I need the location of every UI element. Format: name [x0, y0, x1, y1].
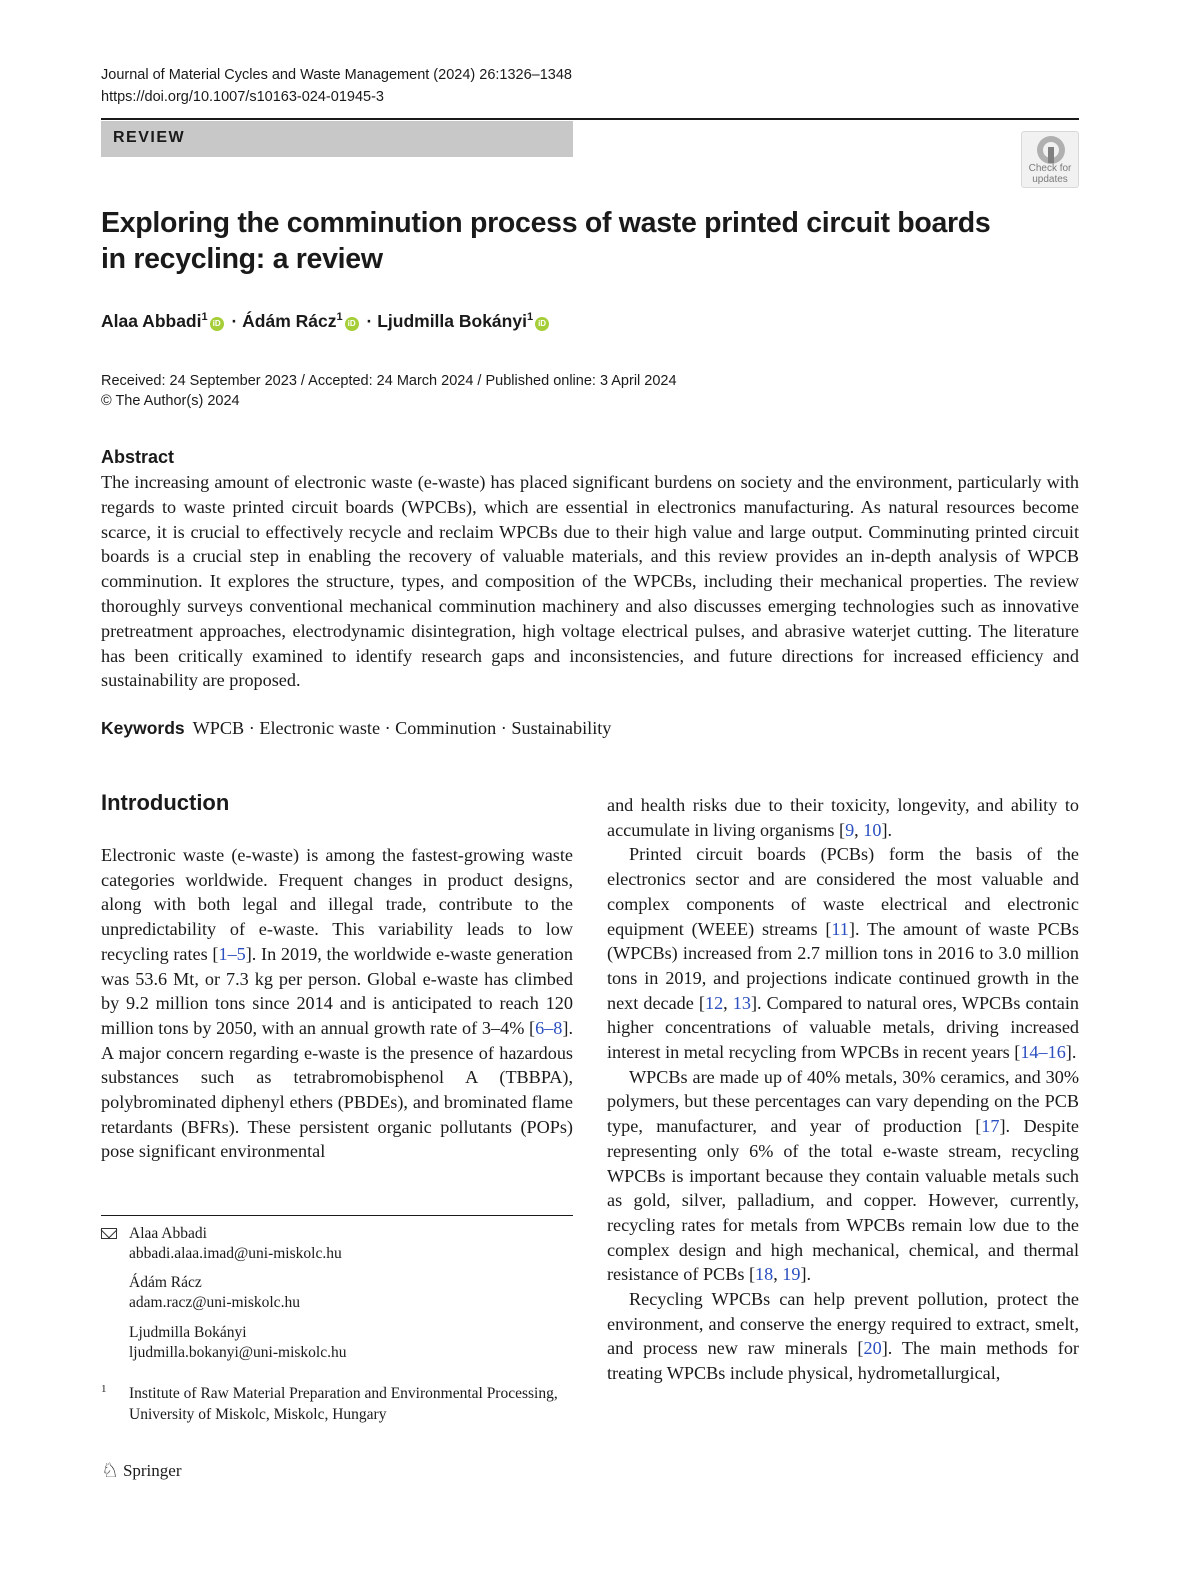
citation-link[interactable]: 18	[755, 1264, 774, 1285]
body-text: ].	[1065, 1042, 1077, 1063]
author-name[interactable]: Ádám Rácz	[242, 311, 337, 331]
contact-email[interactable]: abbadi.alaa.imad@uni-miskolc.hu	[129, 1245, 342, 1262]
citation-link[interactable]: 9	[845, 819, 855, 840]
body-text: and health risks due to their toxicity, longevity, and ability to accumulate in living organisms [	[607, 795, 1079, 840]
contact-email[interactable]: ljudmilla.bokanyi@uni-miskolc.hu	[129, 1344, 347, 1361]
footnote-rule	[101, 1215, 573, 1216]
body-text: Recycling WPCBs can help prevent pollution, protect the environment, and conserve the energy required to extract, smelt, and process new raw minerals [	[607, 1289, 1079, 1359]
body-column-left	[101, 843, 573, 1164]
contact-name: Alaa Abbadi	[129, 1225, 207, 1242]
citation-link[interactable]: 10	[863, 819, 882, 840]
body-text: ]. The main methods for treating WPCBs include physical, hydrometallurgical,	[607, 1338, 1079, 1384]
body-text: WPCBs are made up of 40% metals, 30% ceramics, and 30% polymers, but these percentages can vary depending on the PCB type, manufacturer, and year of production [	[607, 1066, 1079, 1137]
author-name[interactable]: Alaa Abbadi	[101, 311, 202, 331]
check-for-updates-label: Check for updates	[1028, 163, 1072, 185]
article-title	[101, 205, 1001, 277]
body-text: ]. Compared to natural ores, WPCBs contain higher concentrations of valuable metals, driving increased interest in metal recycling from WPCBs in recent years [	[607, 992, 1079, 1063]
copyright-line: © The Author(s) 2024	[101, 393, 240, 409]
body-text: ,	[854, 819, 864, 840]
affiliation-text: Institute of Raw Material Preparation and Environmental Processing, University of Miskolc, Miskolc, Hungary	[129, 1385, 558, 1423]
publisher-name: Springer	[122, 1460, 182, 1480]
section-heading-introduction: Introduction	[101, 790, 230, 815]
citation-link[interactable]: 1–5	[218, 943, 246, 964]
citation-link[interactable]: 19	[782, 1264, 801, 1285]
body-text: ]. Despite representing only 6% of the total e-waste stream, recycling WPCBs is important because they contain valuable metals such as gold, silver, palladium, and copper. However, currently, recycling rates for metals from WPCBs remain low due to the complex design and high mechanical, chemical, and thermal resistance of PCBs [	[607, 1116, 1079, 1285]
body-text: ]. In 2019, the worldwide e-waste generation was 53.6 Mt, or 7.3 kg per person. Global e-waste has climbed by 9.2 million tons since 2014 and is anticipated to reach 120 million tons by 2050, with an annual growth rate of 3–4% [	[101, 943, 573, 1038]
body-text: ]. A major concern regarding e-waste is the presence of hazardous substances such as tetrabromobisphenol A (TBBPA), polybrominated diphenyl ethers (PBDEs), and brominated flame retardants (BFRs). These persistent organic pollutants (POPs) pose significant environmental	[101, 1017, 573, 1162]
publication-dates	[101, 371, 677, 411]
citation-link[interactable]: 12	[704, 992, 724, 1013]
body-text: ,	[773, 1264, 783, 1285]
title-line-1: Exploring the comminution process of waste printed circuit boards	[101, 207, 991, 239]
orcid-icon[interactable]: iD	[345, 317, 359, 331]
contact-email[interactable]: adam.racz@uni-miskolc.hu	[129, 1294, 300, 1311]
citation-link[interactable]: 13	[732, 992, 751, 1013]
abstract-heading: Abstract	[101, 447, 175, 467]
keywords-label: Keywords	[101, 718, 185, 738]
article-type-label: REVIEW	[113, 129, 186, 146]
history-dates: Received: 24 September 2023 / Accepted: 24 March 2024 / Published online: 3 April 2024	[101, 373, 677, 389]
orcid-icon[interactable]: iD	[210, 317, 224, 331]
author-affiliation-mark: 1	[526, 311, 534, 324]
check-for-updates-badge[interactable]	[1021, 131, 1079, 188]
intro-paragraph-2	[607, 842, 1079, 1064]
contact-name: Ádám Rácz	[129, 1274, 202, 1291]
body-text: ,	[723, 992, 733, 1013]
author-name[interactable]: Ljudmilla Bokányi	[377, 311, 527, 331]
journal-header	[101, 64, 572, 108]
citation-link[interactable]: 17	[981, 1116, 1000, 1137]
contact-entry	[129, 1273, 300, 1313]
author-list: Alaa Abbadi$^1$iD · Ádám Rácz$^1$iD · Ljudmilla Bokányi$^1$iD	[101, 311, 552, 332]
intro-paragraph-3	[607, 1065, 1079, 1287]
body-text: ].	[881, 819, 893, 840]
intro-paragraph-4	[607, 1287, 1079, 1386]
journal-citation: Journal of Material Cycles and Waste Management (2024) 26:1326–1348	[101, 67, 572, 83]
intro-paragraph-continued	[607, 793, 1079, 842]
body-column-right	[607, 793, 1079, 1386]
publisher-footer	[101, 1458, 181, 1483]
author-affiliation-mark: 1	[336, 311, 343, 324]
contact-entry	[129, 1224, 342, 1264]
springer-logo-icon: ♘	[101, 1460, 119, 1482]
doi-link[interactable]: https://doi.org/10.1007/s10163-024-01945-3	[101, 89, 384, 105]
keywords-line	[101, 718, 611, 739]
intro-paragraph-1	[101, 843, 573, 1164]
body-text: Printed circuit boards (PCBs) form the basis of the electronics sector and are considered the most valuable and complex components of waste electrical and electronic equipment (WEEE) streams [	[607, 844, 1079, 939]
citation-link[interactable]: 11	[831, 918, 849, 939]
body-text: ].	[800, 1264, 812, 1285]
body-text: ]. The amount of waste PCBs (WPCBs) increased from 2.7 million tons in 2016 to 3.0 million tons in 2019, and projections indicate continued growth in the next decade [	[607, 918, 1080, 1013]
header-rule	[101, 118, 1079, 120]
abstract-text: The increasing amount of electronic waste (e-waste) has placed significant burdens on society and the environment, particularly with regards to waste printed circuit boards (WPCBs), which are essential in electronics manufacturing. As natural resources become scarce, it is crucial to effectively recycle and reclaim WPCBs due to their high value and large output. Comminuting printed circuit boards is a crucial step in enabling the recovery of valuable materials, and this review provides an in-depth analysis of WPCB comminution. It explores the structure, types, and composition of the WPCBs, including their mechanical properties. The review thoroughly surveys conventional mechanical comminution machinery and also discusses emerging technologies such as innovative pretreatment approaches, electrodynamic disintegration, high voltage electrical pulses, and abrasive waterjet cutting. The literature has been critically examined to identify research gaps and inconsistencies, and future directions for increased efficiency and sustainability are proposed.	[101, 472, 1079, 691]
body-text: Electronic waste (e-waste) is among the fastest-growing waste categories worldwide. Frequent changes in product designs, along with both legal and illegal trade, contribute to the unpredictability of e-waste. This variability leads to low recycling rates [	[101, 845, 573, 964]
envelope-icon	[101, 1228, 117, 1239]
update-check-icon	[1037, 136, 1065, 164]
citation-link[interactable]: 14–16	[1020, 1042, 1066, 1063]
contact-entry	[129, 1323, 346, 1363]
citation-link[interactable]: 20	[863, 1338, 882, 1359]
keywords-list: WPCB · Electronic waste · Comminution · Sustainability	[192, 718, 612, 738]
orcid-icon[interactable]: iD	[535, 317, 549, 331]
title-line-2: in recycling: a review	[101, 243, 383, 275]
affiliation-number: 1	[101, 1383, 107, 1395]
citation-link[interactable]: 6–8	[535, 1017, 563, 1038]
contact-name: Ljudmilla Bokányi	[129, 1324, 247, 1341]
author-affiliation-mark: 1	[201, 311, 208, 324]
